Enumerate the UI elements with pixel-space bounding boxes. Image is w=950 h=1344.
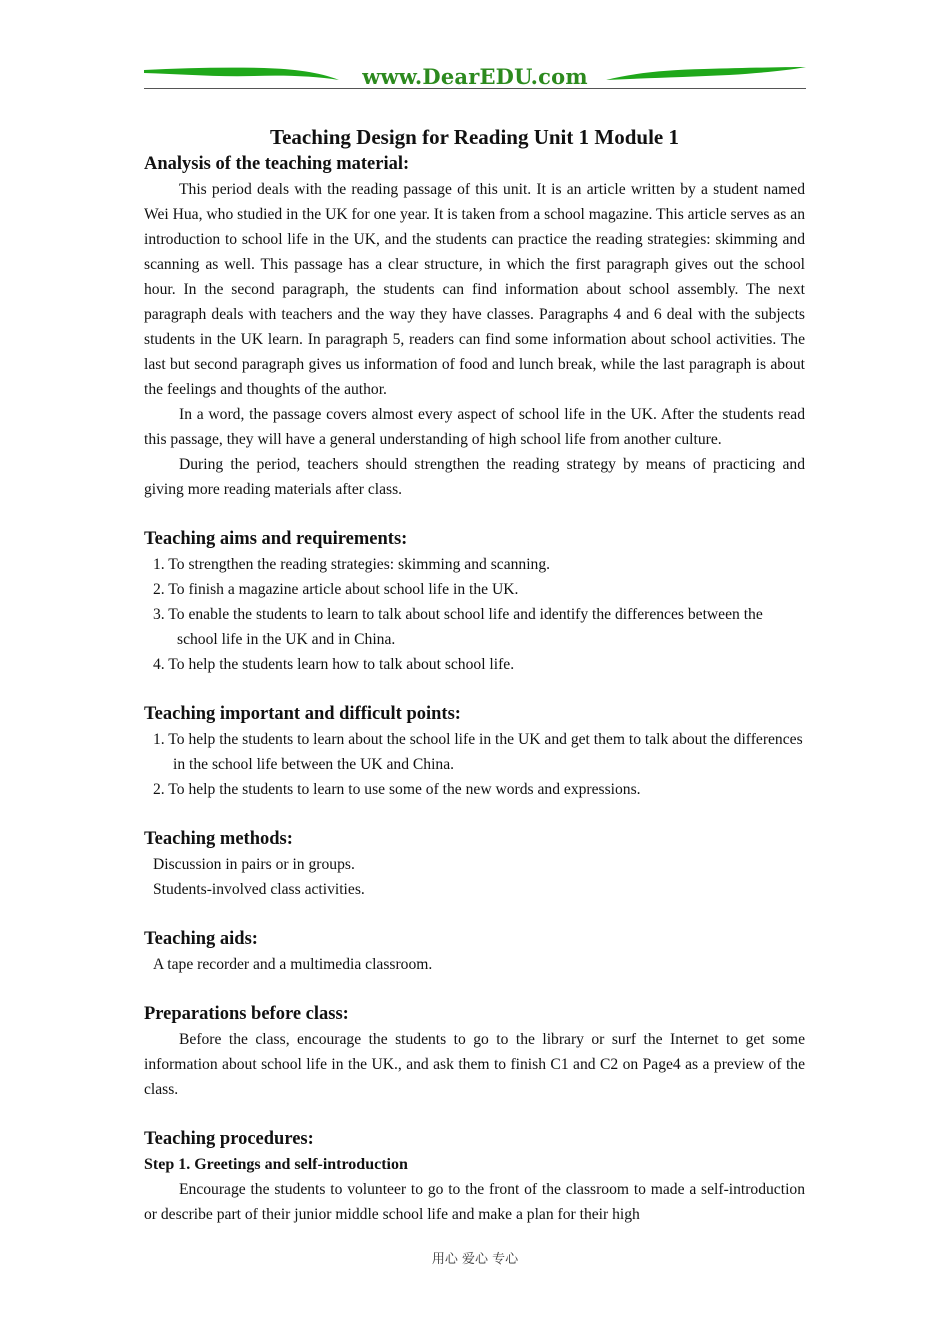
section-heading-points: Teaching important and difficult points:: [144, 704, 461, 724]
section-heading-methods: Teaching methods:: [144, 829, 293, 849]
aims-list-item: 3. To enable the students to learn to talk about school life and identify the differences between the school life in the UK and in China.: [153, 606, 763, 648]
aims-list-item: 1. To strengthen the reading strategies: skimming and scanning.: [153, 556, 551, 573]
analysis-paragraph: This period deals with the reading passage of this unit. It is an article written by a student named Wei Hua, who studied in the UK for one year. It is taken from a school magazine. This article serves as an introduction to school life in the UK, and the students can practice the reading strategies: skimming and scanning as well. This passage has a clear structure, in which the first paragraph gives out the school hour. In the second paragraph, the students can find information about school assembly. The next paragraph deals with teachers and the way they have classes. Paragraphs 4 and 6 deal with the subjects students in the UK learn. In paragraph 5, readers can find some information about school activities. The last but second paragraph gives us information of food and lunch break, while the last paragraph is about the feelings and thoughts of the author.: [144, 181, 805, 398]
section-heading-aids: Teaching aids:: [144, 929, 258, 949]
section-heading-analysis: Analysis of the teaching material:: [144, 154, 410, 174]
section-heading-preparations: Preparations before class:: [144, 1004, 349, 1024]
preparations-paragraph: Before the class, encourage the students to go to the library or surf the Internet to get some information about school life in the UK., and ask them to finish C1 and C2 on Page4 as a preview of the class.: [144, 1031, 805, 1098]
document-body: [144, 122, 805, 1227]
analysis-paragraph: In a word, the passage covers almost every aspect of school life in the UK. After the students read this passage, they will have a general understanding of high school life from another culture.: [144, 406, 805, 448]
aims-list-item: 2. To finish a magazine article about school life in the UK.: [153, 581, 519, 598]
methods-item: Discussion in pairs or in groups.: [153, 856, 355, 873]
step-heading: Step 1. Greetings and self-introduction: [144, 1156, 408, 1173]
section-heading-aims: Teaching aims and requirements:: [144, 529, 408, 549]
document-title: Teaching Design for Reading Unit 1 Module 1: [270, 125, 679, 149]
section-heading-procedures: Teaching procedures:: [144, 1129, 314, 1149]
site-header-banner: [144, 64, 806, 90]
aids-item: A tape recorder and a multimedia classroom.: [153, 956, 433, 973]
methods-item: Students-involved class activities.: [153, 881, 365, 898]
site-logo-text[interactable]: www.DearEDU.com: [362, 64, 588, 89]
aims-list-item: 4. To help the students learn how to talk about school life.: [153, 656, 515, 673]
analysis-paragraph: During the period, teachers should strengthen the reading strategy by means of practicing and giving more reading materials after class.: [144, 456, 805, 498]
points-list-item: 1. To help the students to learn about the school life in the UK and get them to talk about the differences in the school life between the UK and China.: [153, 731, 803, 773]
page-footer-motto: 用心 爱心 专心: [431, 1252, 519, 1267]
points-list-item: 2. To help the students to learn to use some of the new words and expressions.: [153, 781, 641, 798]
step-paragraph: Encourage the students to volunteer to go to the front of the classroom to made a self-introduction or describe part of their junior middle school life and make a plan for their high: [144, 1181, 805, 1223]
header-divider: [144, 88, 806, 89]
